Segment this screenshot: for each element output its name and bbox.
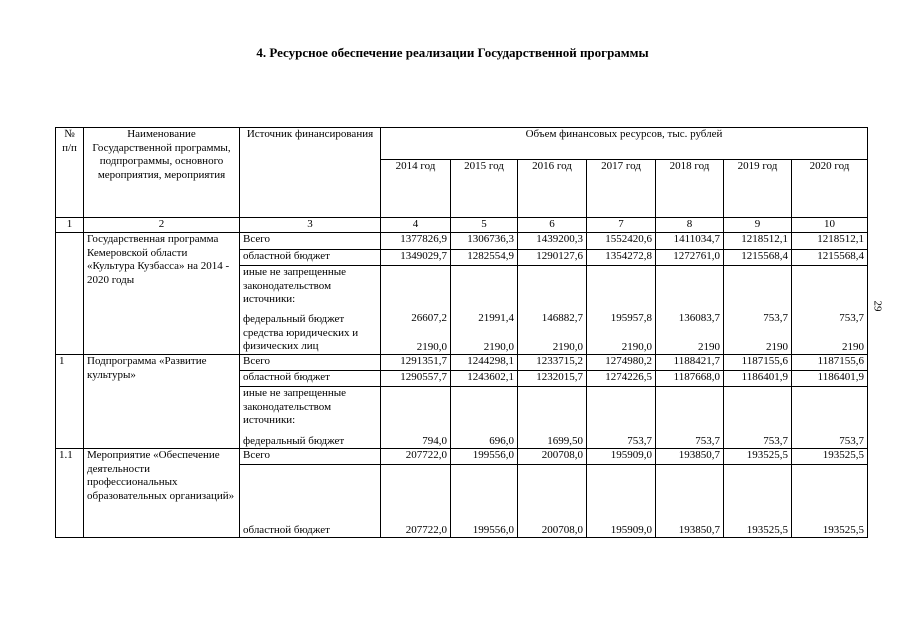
value-cell: 2190 xyxy=(724,327,792,355)
value-cell: 193525,5 xyxy=(724,449,792,465)
value-cell: 1243602,1 xyxy=(451,371,518,387)
value-cell: 21991,4 xyxy=(451,266,518,327)
colnum: 7 xyxy=(587,218,656,233)
row-num: 1 xyxy=(56,355,84,449)
colnum: 6 xyxy=(518,218,587,233)
value-cell: 1187155,6 xyxy=(792,355,868,371)
value-cell: 2190 xyxy=(656,327,724,355)
year-2015: 2015 год xyxy=(451,160,518,218)
value-cell: 1244298,1 xyxy=(451,355,518,371)
page-title: 4. Ресурсное обеспечение реализации Государственной программы xyxy=(256,45,649,60)
value-cell: 207722,0 xyxy=(381,465,451,538)
source-label: Всего xyxy=(240,449,381,465)
value-cell: 2190 xyxy=(792,327,868,355)
year-2014: 2014 год xyxy=(381,160,451,218)
header-volume: Объем финансовых ресурсов, тыс. рублей xyxy=(381,128,868,160)
colnum: 8 xyxy=(656,218,724,233)
source-label: средства юридических и физических лиц xyxy=(240,327,381,355)
value-cell: 1274226,5 xyxy=(587,371,656,387)
value-cell: 136083,7 xyxy=(656,266,724,327)
value-cell: 1306736,3 xyxy=(451,233,518,250)
year-2020: 2020 год xyxy=(792,160,868,218)
value-cell: 207722,0 xyxy=(381,449,451,465)
value-cell: 1187155,6 xyxy=(724,355,792,371)
value-cell: 1218512,1 xyxy=(792,233,868,250)
source-label: иные не запрещенные законодательством источники: xyxy=(243,266,347,305)
value-cell: 199556,0 xyxy=(451,465,518,538)
header-num: № п/п xyxy=(56,128,84,218)
year-2017: 2017 год xyxy=(587,160,656,218)
table-row xyxy=(56,233,868,250)
row-num: 1.1 xyxy=(56,449,84,538)
source-label: Всего xyxy=(240,233,381,250)
value-cell: 1218512,1 xyxy=(724,233,792,250)
header-source: Источник финансирования xyxy=(240,128,381,218)
year-2016: 2016 год xyxy=(518,160,587,218)
colnum: 9 xyxy=(724,218,792,233)
colnum: 10 xyxy=(792,218,868,233)
value-cell: 753,7 xyxy=(656,387,724,449)
colnum: 1 xyxy=(56,218,84,233)
value-cell: 1215568,4 xyxy=(792,250,868,266)
value-cell: 1188421,7 xyxy=(656,355,724,371)
value-cell: 753,7 xyxy=(724,266,792,327)
value-cell: 193850,7 xyxy=(656,465,724,538)
value-cell: 193525,5 xyxy=(792,449,868,465)
value-cell: 1377826,9 xyxy=(381,233,451,250)
row-name: Государственная программа Кемеровской области «Культура Кузбасса» на 2014 - 2020 годы xyxy=(84,233,240,355)
value-cell: 753,7 xyxy=(792,387,868,449)
value-cell: 195909,0 xyxy=(587,449,656,465)
source-label: областной бюджет xyxy=(240,371,381,387)
source-label: федеральный бюджет xyxy=(243,434,345,447)
header-name: Наименование Государственной программы, подпрограммы, основного мероприятия, мероприятия xyxy=(84,128,240,218)
value-cell: 1439200,3 xyxy=(518,233,587,250)
value-cell: 146882,7 xyxy=(518,266,587,327)
value-cell: 1282554,9 xyxy=(451,250,518,266)
resource-table xyxy=(55,127,868,538)
source-label: областной бюджет xyxy=(240,465,381,538)
value-cell: 753,7 xyxy=(792,266,868,327)
value-cell: 1232015,7 xyxy=(518,371,587,387)
value-cell: 193525,5 xyxy=(724,465,792,538)
value-cell: 1274980,2 xyxy=(587,355,656,371)
value-cell: 1272761,0 xyxy=(656,250,724,266)
value-cell: 199556,0 xyxy=(451,449,518,465)
year-2019: 2019 год xyxy=(724,160,792,218)
colnum: 4 xyxy=(381,218,451,233)
value-cell: 2190,0 xyxy=(587,327,656,355)
table-row xyxy=(56,355,868,371)
value-cell: 1187668,0 xyxy=(656,371,724,387)
value-cell: 1699,50 xyxy=(518,387,587,449)
value-cell: 1349029,7 xyxy=(381,250,451,266)
table-row xyxy=(56,449,868,465)
value-cell: 753,7 xyxy=(587,387,656,449)
value-cell: 1290557,7 xyxy=(381,371,451,387)
row-num xyxy=(56,233,84,355)
row-name: Подпрограмма «Развитие культуры» xyxy=(84,355,240,449)
value-cell: 2190,0 xyxy=(451,327,518,355)
colnum: 5 xyxy=(451,218,518,233)
value-cell: 1233715,2 xyxy=(518,355,587,371)
value-cell: 1186401,9 xyxy=(792,371,868,387)
value-cell: 1552420,6 xyxy=(587,233,656,250)
value-cell: 2190,0 xyxy=(518,327,587,355)
value-cell: 200708,0 xyxy=(518,449,587,465)
value-cell: 794,0 xyxy=(381,387,451,449)
value-cell: 195957,8 xyxy=(587,266,656,327)
value-cell: 200708,0 xyxy=(518,465,587,538)
colnum: 2 xyxy=(84,218,240,233)
colnum: 3 xyxy=(240,218,381,233)
source-label: иные не запрещенные законодательством источники: xyxy=(243,387,347,426)
row-name: Мероприятие «Обеспечение деятельности профессиональных образовательных организаций» xyxy=(84,449,240,538)
value-cell: 2190,0 xyxy=(381,327,451,355)
source-label: областной бюджет xyxy=(240,250,381,266)
value-cell: 195909,0 xyxy=(587,465,656,538)
source-label: федеральный бюджет xyxy=(243,312,345,325)
value-cell: 1290127,6 xyxy=(518,250,587,266)
value-cell: 753,7 xyxy=(724,387,792,449)
source-label: Всего xyxy=(240,355,381,371)
value-cell: 193850,7 xyxy=(656,449,724,465)
value-cell: 193525,5 xyxy=(792,465,868,538)
value-cell: 1354272,8 xyxy=(587,250,656,266)
value-cell: 1411034,7 xyxy=(656,233,724,250)
value-cell: 1186401,9 xyxy=(724,371,792,387)
value-cell: 1291351,7 xyxy=(381,355,451,371)
page-number: 29 xyxy=(871,300,884,312)
value-cell: 696,0 xyxy=(451,387,518,449)
value-cell: 26607,2 xyxy=(381,266,451,327)
year-2018: 2018 год xyxy=(656,160,724,218)
value-cell: 1215568,4 xyxy=(724,250,792,266)
